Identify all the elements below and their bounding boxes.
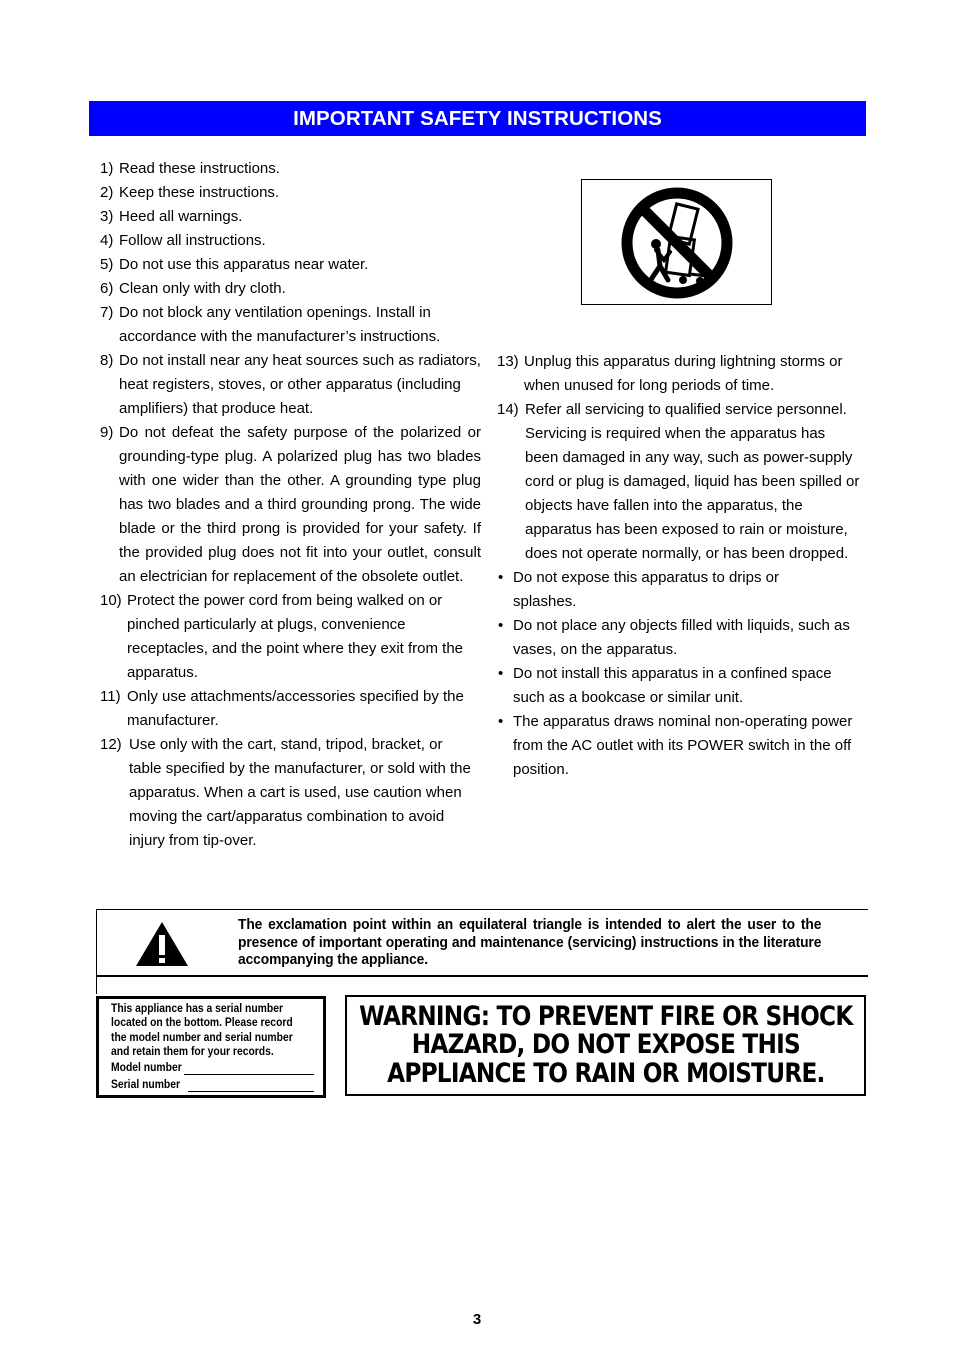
instruction-number: 14) — [497, 401, 519, 418]
instruction-number: 9) — [100, 424, 114, 441]
instruction-item-14 — [497, 398, 861, 566]
bullet-glyph: • — [498, 713, 504, 730]
instruction-text: Do not use this apparatus near water. — [119, 256, 369, 273]
bullet-item — [497, 566, 861, 614]
instruction-item-3 — [100, 205, 481, 229]
page-number: 3 — [472, 1311, 482, 1328]
instruction-item-1 — [100, 157, 481, 181]
instruction-item-12 — [100, 733, 481, 853]
serial-number-blank — [188, 1090, 314, 1092]
instruction-item-11 — [100, 685, 481, 733]
warning-line: WARNING: TO PREVENT FIRE OR SHOCK — [358, 1000, 853, 1032]
bullet-text: Do not install this apparatus in a confined space such as a bookcase or similar unit. — [513, 665, 832, 706]
bullet-item — [497, 662, 861, 710]
cart-warning-box — [581, 179, 772, 305]
instruction-number: 4) — [100, 232, 114, 249]
exclamation-notice-text: The exclamation point within an equilateral triangle is intended to alert the user to the presence of important operating and maintenance (servicing) instructions in the literature accompanying the appliance. — [238, 916, 822, 968]
instructions-left-column — [100, 157, 481, 853]
bullet-text: Do not place any objects filled with liquids, such as vases, on the apparatus. — [513, 617, 850, 658]
serial-number-label: Serial number — [111, 1079, 181, 1091]
model-number-blank — [184, 1073, 314, 1075]
instruction-text: Use only with the cart, stand, tripod, bracket, or table specified by the manufacturer, or sold with the apparatus. When a cart is used, use caution when moving the cart/apparatus combination to avoid injury from tip-over. — [129, 736, 471, 849]
bullet-item — [497, 614, 861, 662]
instruction-item-10 — [100, 589, 481, 685]
instruction-item-6 — [100, 277, 481, 301]
instruction-item-7 — [100, 301, 481, 349]
divider — [96, 977, 97, 994]
instruction-number: 7) — [100, 304, 114, 321]
instruction-text: Do not defeat the safety purpose of the polarized or grounding-type plug. A polarized plug has two blades with one wider than the other. A grounding type plug has two blades and a third grounding prong. The wide blade or the third prong is provided for your safety. If the provided plug does not fit into your outlet, consult an electrician for replacement of the obsolete outlet. — [119, 424, 481, 585]
model-number-line — [111, 1061, 314, 1075]
instruction-number: 8) — [100, 352, 114, 369]
bullet-glyph: • — [498, 569, 504, 586]
instruction-item-4 — [100, 229, 481, 253]
serial-number-box — [96, 996, 326, 1098]
bullet-text: Do not expose this apparatus to drips or splashes. — [513, 569, 779, 610]
instruction-number: 10) — [100, 592, 122, 609]
warning-line: HAZARD, DO NOT EXPOSE THIS — [411, 1029, 800, 1061]
serial-number-line — [111, 1078, 314, 1092]
exclamation-triangle-icon — [134, 920, 190, 968]
instruction-text: Unplug this apparatus during lightning storms or when unused for long periods of time. — [524, 353, 843, 394]
instruction-number: 13) — [497, 353, 519, 370]
instruction-item-13 — [497, 350, 861, 398]
instruction-text: Do not install near any heat sources such as radiators, heat registers, stoves, or other apparatus (including amplifiers) that produce heat. — [119, 352, 481, 417]
instruction-text: Only use attachments/accessories specified by the manufacturer. — [127, 688, 464, 729]
instruction-text: Refer all servicing to qualified service personnel. Servicing is required when the apparatus has been damaged in any way, such as power-supply cord or plug is damaged, liquid has been spilled or objects have fallen into the apparatus, the apparatus has been exposed to rain or moisture, does not operate normally, or has been dropped. — [525, 401, 860, 562]
serial-record-note: This appliance has a serial number located on the bottom. Please record the model number and serial number and retain them for your records. — [111, 1003, 293, 1058]
bullet-glyph: • — [498, 617, 504, 634]
instruction-number: 11) — [100, 688, 121, 705]
bullet-text: The apparatus draws nominal non-operating power from the AC outlet with its POWER switch in the off position. — [513, 713, 853, 778]
cart-tip-over-warning-icon — [620, 186, 735, 301]
instruction-text: Follow all instructions. — [119, 232, 266, 249]
fire-shock-warning-text — [358, 1000, 853, 1089]
instruction-number: 3) — [100, 208, 114, 225]
instruction-text: Protect the power cord from being walked on or pinched particularly at plugs, convenience receptacles, and the point where they exit from the apparatus. — [127, 592, 464, 681]
instruction-number: 2) — [100, 184, 114, 201]
instruction-item-9 — [100, 421, 481, 589]
bullet-item — [497, 710, 861, 782]
instruction-number: 6) — [100, 280, 114, 297]
model-number-label: Model number — [111, 1062, 182, 1074]
instruction-text: Do not block any ventilation openings. Install in accordance with the manufacturer’s instructions. — [119, 304, 441, 345]
warning-line: APPLIANCE TO RAIN OR MOISTURE. — [386, 1057, 825, 1089]
instruction-item-2 — [100, 181, 481, 205]
instruction-item-8 — [100, 349, 481, 421]
instruction-item-5 — [100, 253, 481, 277]
bullet-glyph: • — [498, 665, 504, 682]
instruction-number: 1) — [100, 160, 114, 177]
fire-shock-warning-box — [345, 995, 866, 1096]
section-title: IMPORTANT SAFETY INSTRUCTIONS — [293, 106, 662, 130]
instruction-text: Read these instructions. — [119, 160, 280, 177]
instruction-text: Clean only with dry cloth. — [119, 280, 286, 297]
instruction-number: 5) — [100, 256, 114, 273]
instruction-text: Heed all warnings. — [119, 208, 243, 225]
section-title-band — [89, 101, 866, 136]
instruction-text: Keep these instructions. — [119, 184, 280, 201]
instruction-number: 12) — [100, 736, 122, 753]
instructions-right-column — [497, 350, 861, 782]
exclamation-notice-panel — [96, 909, 868, 977]
